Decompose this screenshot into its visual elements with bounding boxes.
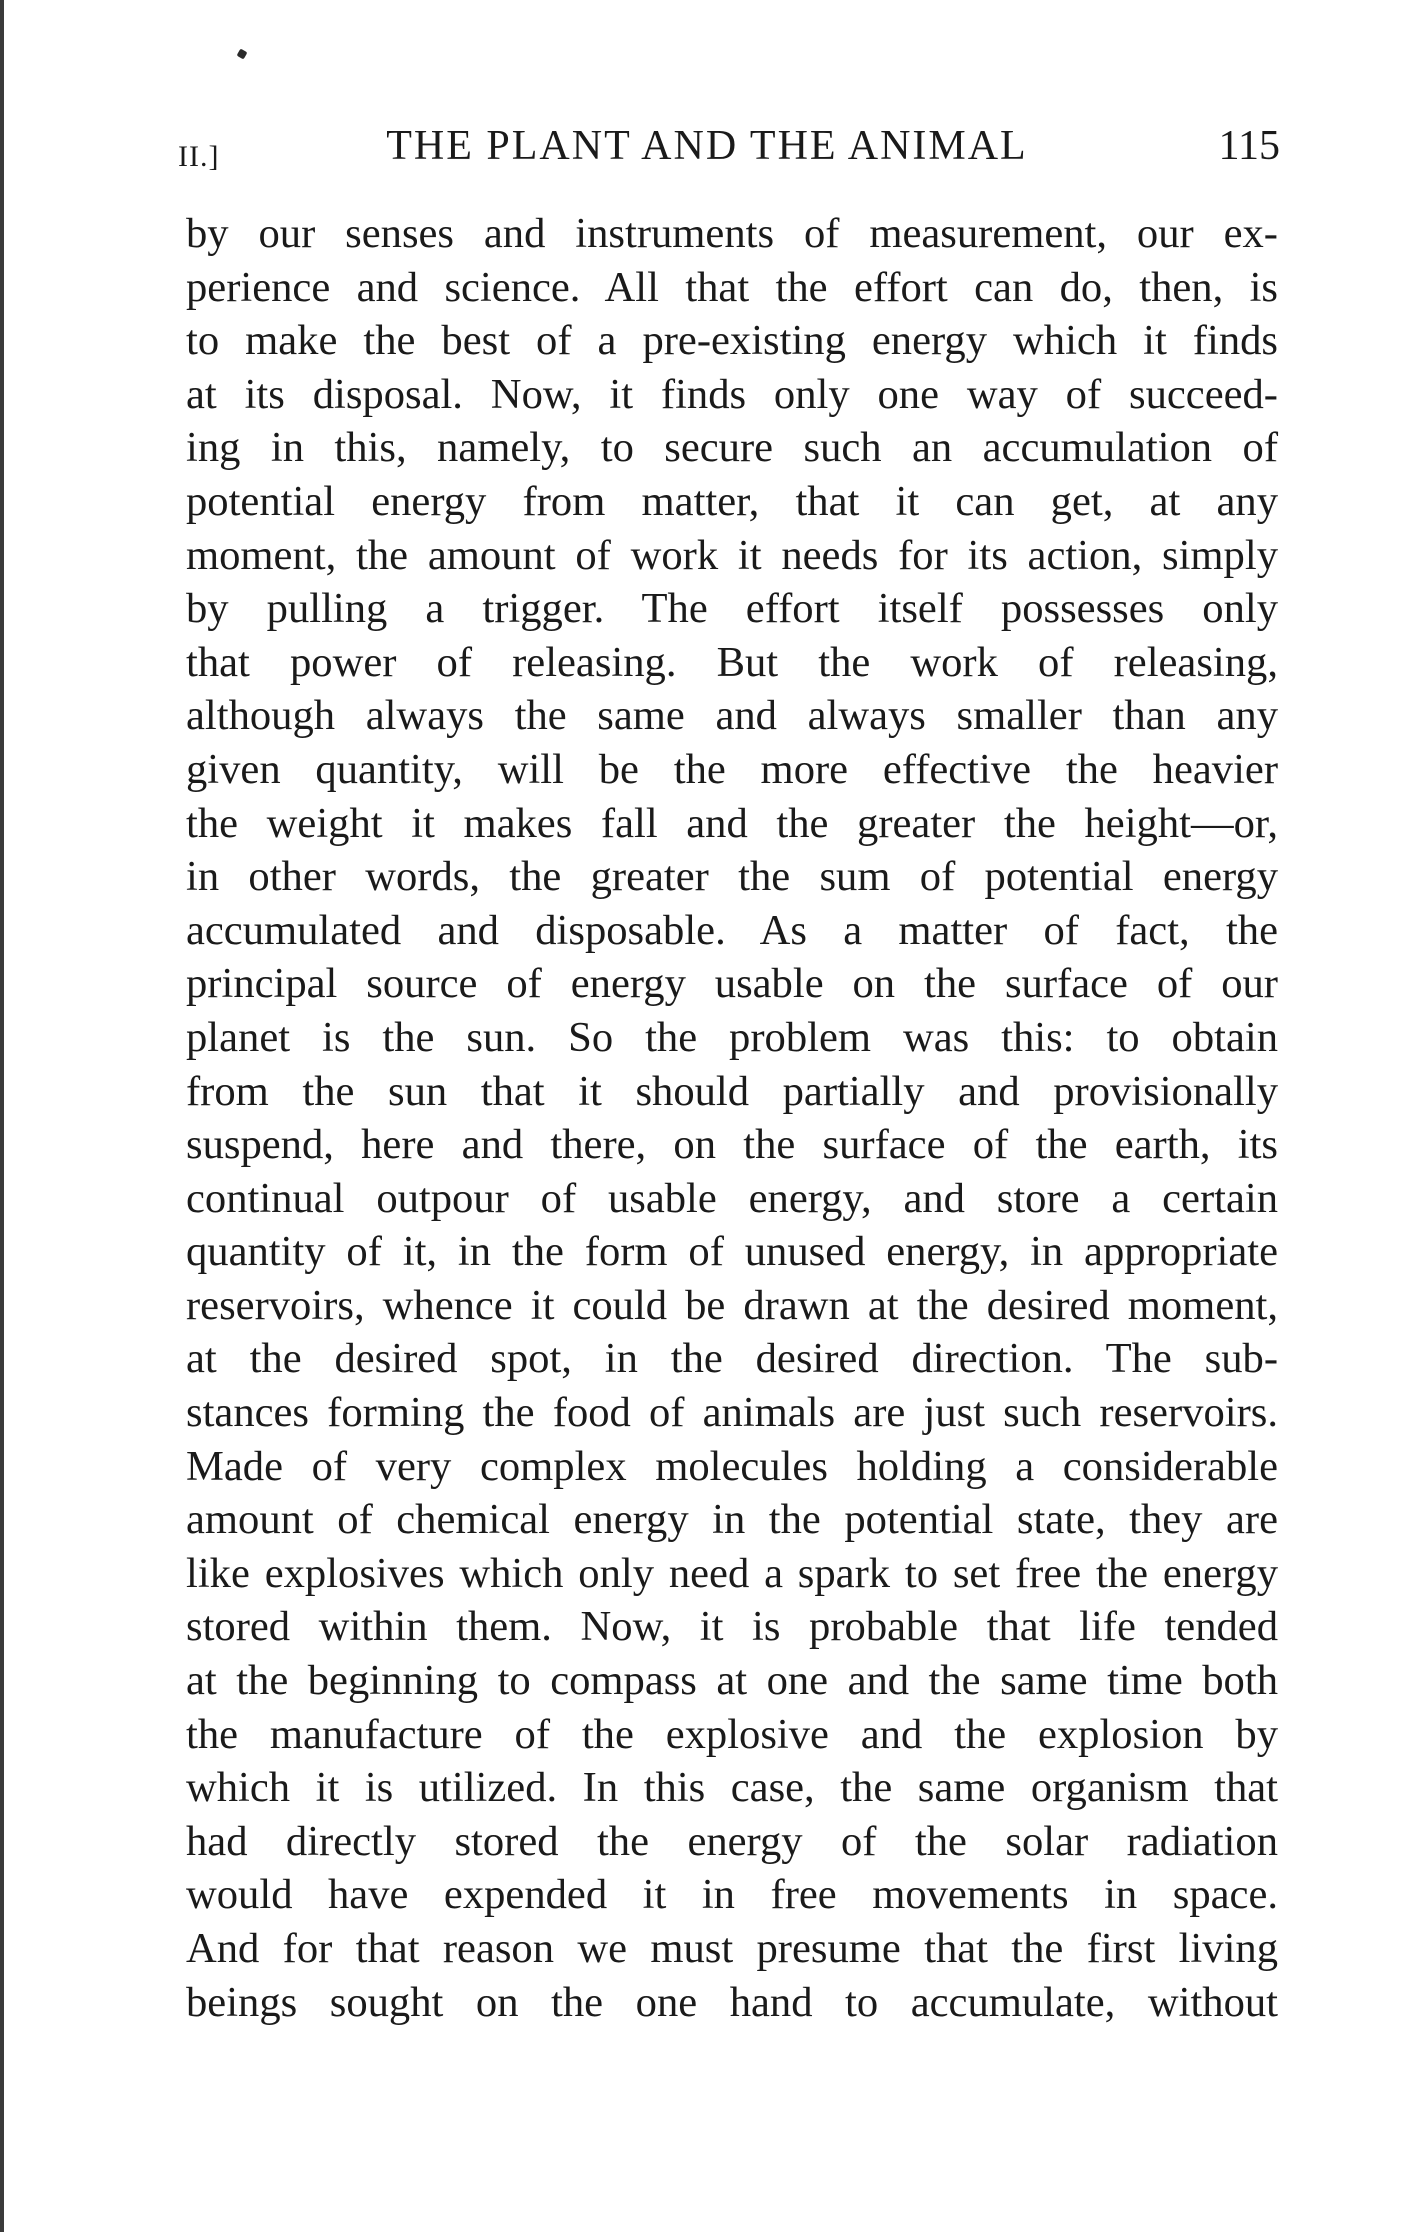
text-line: to make the best of a pre-existing energy which it finds [186,317,1278,365]
text-line: in other words, the greater the sum of potential energy [186,853,1278,901]
text-line: at the desired spot, in the desired direction. The sub- [186,1335,1278,1383]
body-text [186,207,1278,2029]
text-line: beings sought on the one hand to accumulate, without [186,1978,1278,2026]
text-line: would have expended it in free movements in space. [186,1871,1278,1919]
text-line: from the sun that it should partially and provisionally [186,1067,1278,1115]
text-line: stances forming the food of animals are just such reservoirs. [186,1389,1278,1437]
text-line: ing in this, namely, to secure such an accumulation of [186,424,1278,472]
text-line: at the beginning to compass at one and the same time both [186,1657,1278,1705]
text-line: Made of very complex molecules holding a considerable [186,1442,1278,1490]
text-line: by our senses and instruments of measurement, our ex- [186,210,1278,257]
text-line: that power of releasing. But the work of releasing, [186,638,1278,686]
text-line: suspend, here and there, on the surface of the earth, its [186,1121,1278,1169]
page-number: 115 [1218,123,1280,169]
text-line: the weight it makes fall and the greater the height—or, [186,799,1278,847]
text-line: which it is utilized. In this case, the same organism that [186,1764,1278,1812]
text-line: potential energy from matter, that it can get, at any [186,477,1278,525]
ink-speck [237,49,248,60]
text-line: although always the same and always smaller than any [186,692,1278,740]
text-line: by pulling a trigger. The effort itself possesses only [186,585,1278,633]
text-line: the manufacture of the explosive and the explosion by [186,1710,1278,1758]
text-line: given quantity, will be the more effective the heavier [186,745,1278,793]
text-line: like explosives which only need a spark to set free the energy [186,1549,1278,1597]
running-title: THE PLANT AND THE ANIMAL [386,123,1028,169]
text-line: planet is the sun. So the problem was this: to obtain [186,1013,1278,1061]
chapter-number: II.] [178,140,220,173]
running-head [178,122,1280,182]
text-line: continual outpour of usable energy, and store a certain [186,1174,1278,1222]
text-line: And for that reason we must presume that the first living [186,1925,1278,1972]
page-edge-shadow [0,0,4,2232]
text-line: perience and science. All that the effort can do, then, is [186,263,1278,311]
text-line: stored within them. Now, it is probable that life tended [186,1603,1278,1651]
text-line: reservoirs, whence it could be drawn at the desired moment, [186,1281,1278,1329]
text-line: principal source of energy usable on the surface of our [186,960,1278,1008]
text-line: quantity of it, in the form of unused energy, in appropriate [186,1228,1278,1276]
text-line: moment, the amount of work it needs for its action, simply [186,531,1278,579]
text-line: accumulated and disposable. As a matter of fact, the [186,906,1278,954]
text-line: had directly stored the energy of the solar radiation [186,1817,1278,1865]
text-line: amount of chemical energy in the potential state, they are [186,1496,1278,1544]
text-line: at its disposal. Now, it finds only one way of succeed- [186,370,1278,418]
